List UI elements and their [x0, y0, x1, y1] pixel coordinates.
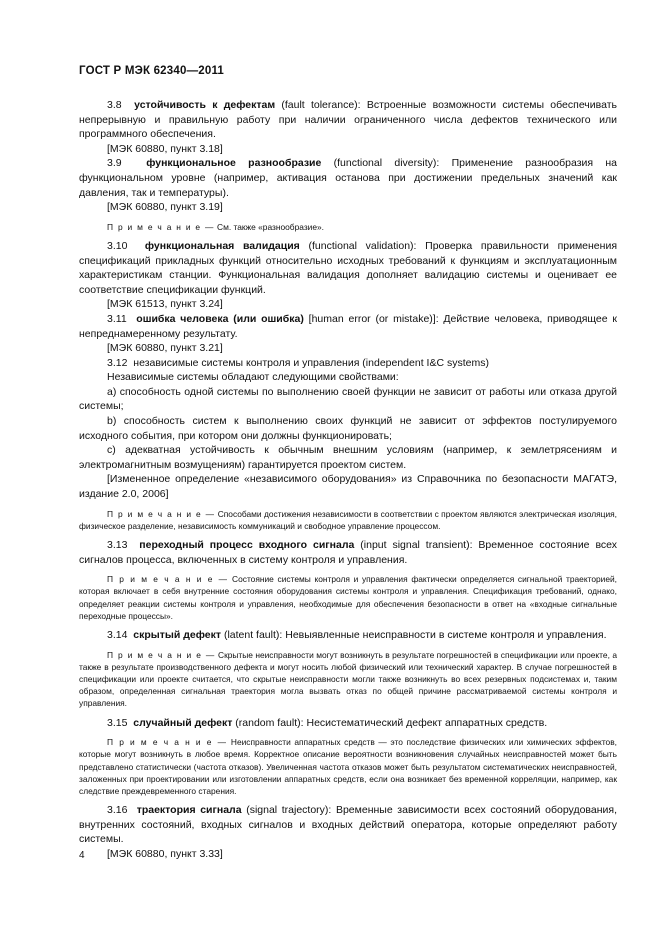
term: скрытый дефект — [133, 629, 222, 642]
definition-3-10: 3.10 функциональная валидация (functional validation): Проверка правильности применения спецификаций прикладных функций относительно исходных требований к функциям и эксплуатационным характеристикам станции. Функциональная валидация дополняет валидацию системы и оценивает ее соответствие спецификации функций. — [79, 239, 618, 296]
definition-3-13: 3.13 переходный процесс входного сигнала (input signal transient): Временное состояние всех сигналов процесса, включенных в систему контроля и управления. — [79, 539, 618, 566]
paragraph: Независимые системы обладают следующими свойствами: — [107, 371, 399, 384]
definition-3-16: 3.16 траектория сигнала (signal trajectory): Временные зависимости всех состояний оборудования, внутренних состояний, входных сигналов и входных действий оператора, которые определяют работу системы. — [79, 804, 617, 846]
reference: [МЭК 60880, пункт 3.18] — [107, 142, 223, 155]
term: функциональная валидация — [144, 239, 300, 252]
document-header: ГОСТ Р МЭК 62340—2011 — [79, 65, 225, 77]
definition-3-8: 3.8 устойчивость к дефектам (fault tolerance): Встроенные возможности системы обеспечивать непрерывную и правильную работу при наличии ограниченного числа дефектов технического или программного обеспечения. — [79, 99, 617, 141]
note: П р и м е ч а н и е — Способами достижения независимости в соответствии с проектом являются электрическая изоляция, физическое разделение, независимость коммуникаций и свободное управление процессом. — [79, 508, 618, 531]
term: функциональное разнообразие — [146, 157, 322, 170]
note: П р и м е ч а н и е — Состояние системы контроля и управления фактически определяется сигнальной траекторией, которая включает в себя внутренние состояния оборудования системы контроля и управления. Спецификация требований, однако, определяет реакции системы контроля и управления, необходимые для обеспечения безопасности в ответ на «входные сигнальные переходные процессы». — [79, 574, 617, 621]
reference: [МЭК 60880, пункт 3.33] — [107, 848, 223, 861]
term: траектория сигнала — [136, 804, 242, 817]
page-number: 4 — [79, 850, 85, 861]
list-item: b) способность систем к выполнению своих функций не зависит от эффектов постулируемого исходного события, при котором они должны функционировать; — [79, 415, 617, 442]
definition-3-15: 3.15 случайный дефект (random fault): Несистематический дефект аппаратных средств. — [107, 716, 548, 729]
definition-3-12: 3.12 независимые системы контроля и управления (independent I&C systems) — [107, 356, 489, 369]
reference: [МЭК 60880, пункт 3.21] — [107, 342, 223, 355]
term: переходный процесс входного сигнала — [139, 539, 355, 552]
reference: [Измененное определение «независимого оборудования» из Справочника по безопасности МАГАТЭ, издание 2.0, 2006] — [79, 473, 617, 501]
list-item: a) способность одной системы по выполнению своей функции не зависит от работы или отказа другой системы; — [79, 385, 617, 413]
term: случайный дефект — [133, 716, 233, 729]
note: П р и м е ч а н и е — Неисправности аппаратных средств — это последствие физических или химических эффектов, которые могут возникнуть в любое время. Корректное описание вероятности возникновения случайных неисправностей может быть представлено статистически (частота отказов). Увеличенная частота отказов может быть результатом систематических неисправностей, заложенных при проектировании или изготовлении аппаратных средств, если она возникает без временной корреляции, например, как следствие преждевременного старения. — [79, 737, 617, 797]
reference: [МЭК 60880, пункт 3.19] — [107, 201, 223, 214]
definition-3-11: 3.11 ошибка человека (или ошибка) [human error (or mistake)]: Действие человека, приводящее к непреднамеренному результату. — [79, 312, 618, 340]
term: устойчивость к дефектам — [134, 99, 276, 111]
note: П р и м е ч а н и е — См. также «разнообразие». — [107, 221, 324, 232]
reference: [МЭК 61513, пункт 3.24] — [107, 298, 223, 311]
definition-3-14: 3.14 скрытый дефект (latent fault): Невыявленные неисправности в системе контроля и управления. — [107, 629, 607, 642]
definition-3-9: 3.9 функциональное разнообразие (functional diversity): Применение разнообразия на функциональном уровне (например, активация останова при достижении предельных значений как давления, так и температуры). — [79, 157, 618, 199]
document-body — [79, 98, 617, 862]
term: ошибка человека (или ошибка) — [136, 312, 304, 325]
term: независимые системы контроля и управления — [133, 356, 360, 369]
list-item: c) адекватная устойчивость к обычным внешним условиям (например, к землетрясениям и электромагнитным возмущениям) гарантируется проектом систем. — [79, 444, 617, 471]
note: П р и м е ч а н и е — Скрытые неисправности могут возникнуть в результате погрешностей в спецификации или проекте, а также в результате производственного дефекта и могут носить любой физический или технический характер. В случае погрешностей в спецификации или проекте считается, что скрытые неисправности могли также возникнуть во всех резервных подсистемах и, таким образом, определенная сигнальная траектория могла вызвать отказ по общей причине рассматриваемой системы контроля и управления. — [79, 649, 617, 709]
